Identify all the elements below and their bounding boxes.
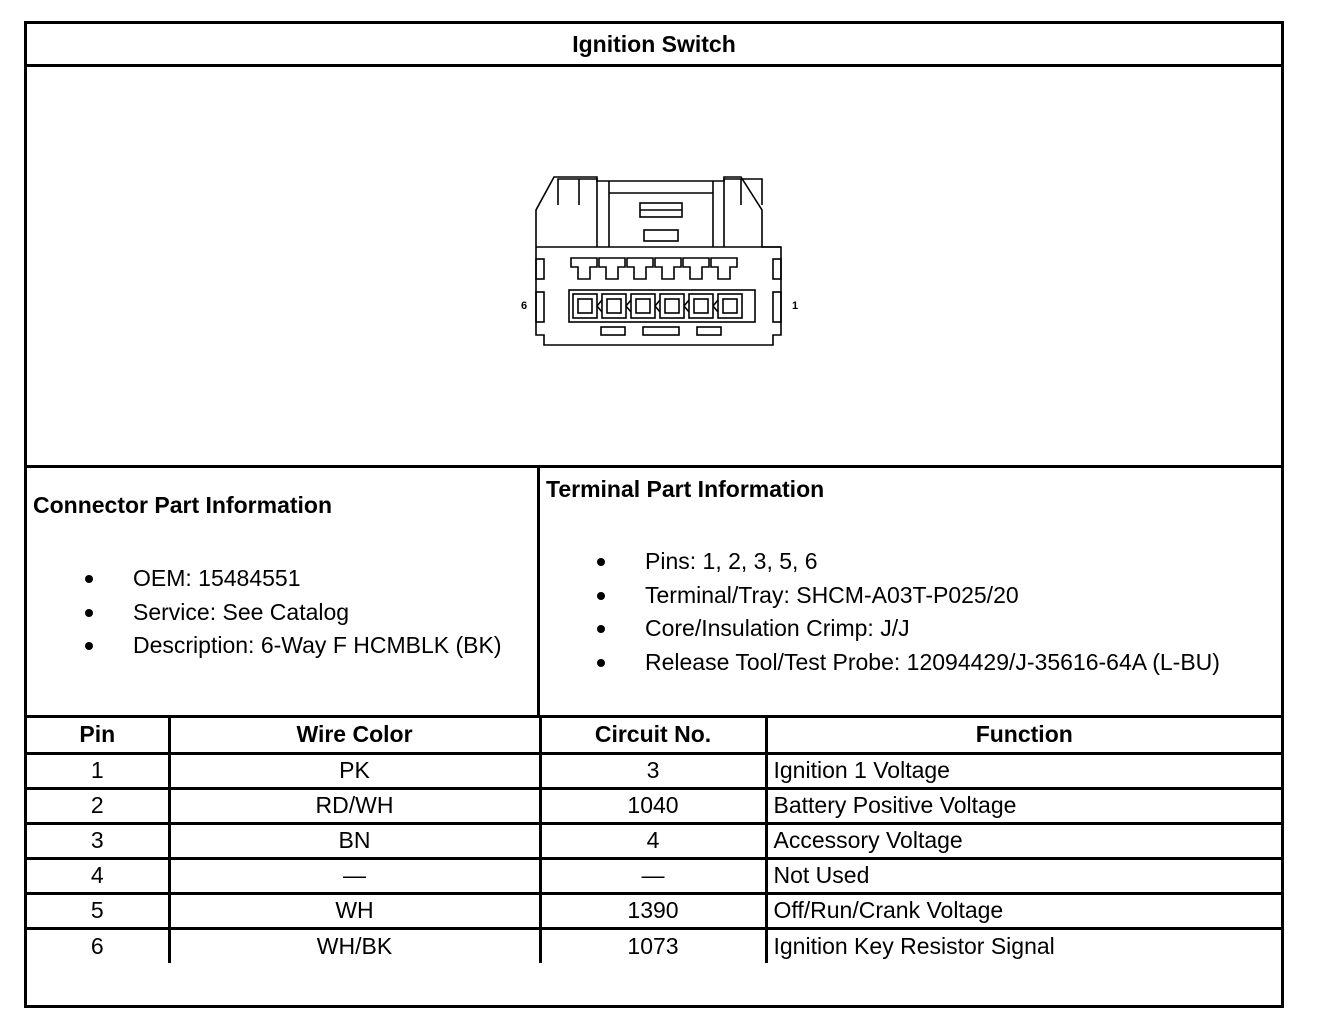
bullet-icon: [85, 642, 93, 650]
table-row: [27, 753, 1281, 788]
pin-label-left: 6: [521, 300, 528, 312]
function-cell: Battery Positive Voltage: [766, 788, 1281, 823]
page-title: Ignition Switch: [27, 24, 1281, 67]
wire-color-cell: PK: [169, 753, 540, 788]
circuit-no-cell: 4: [540, 823, 766, 858]
list-item: OEM: 15484551: [85, 562, 502, 596]
circuit-no-cell: 1073: [540, 928, 766, 963]
circuit-no-cell: 1390: [540, 893, 766, 928]
function-cell: Not Used: [766, 858, 1281, 893]
circuit-no-cell: —: [540, 858, 766, 893]
list-item: Core/Insulation Crimp: J/J: [597, 612, 1220, 646]
pin-cell: 4: [27, 858, 169, 893]
function-cell: Ignition Key Resistor Signal: [766, 928, 1281, 963]
function-cell: Off/Run/Crank Voltage: [766, 893, 1281, 928]
connector-info-heading: Connector Part Information: [33, 492, 333, 518]
bullet-icon: [597, 558, 605, 566]
column-header-circuit-no: Circuit No.: [540, 718, 766, 753]
connector-sheet: [24, 21, 1284, 1008]
table-row: [27, 893, 1281, 928]
wire-color-cell: WH: [169, 893, 540, 928]
bullet-icon: [85, 575, 93, 583]
list-item: Terminal/Tray: SHCM-A03T-P025/20: [597, 579, 1220, 613]
bullet-icon: [85, 609, 93, 617]
wire-color-cell: RD/WH: [169, 788, 540, 823]
list-item: Service: See Catalog: [85, 596, 502, 630]
pin-cell: 6: [27, 928, 169, 963]
table-row: [27, 823, 1281, 858]
connector-face-diagram: [27, 67, 1281, 465]
bullet-icon: [597, 625, 605, 633]
table-row: [27, 858, 1281, 893]
connector-part-info: [27, 468, 540, 718]
pin-label-right: 1: [792, 300, 799, 312]
circuit-no-cell: 3: [540, 753, 766, 788]
table-row: [27, 928, 1281, 963]
column-header-wire-color: Wire Color: [169, 718, 540, 753]
bullet-icon: [597, 592, 605, 600]
bullet-icon: [597, 659, 605, 667]
wire-color-cell: WH/BK: [169, 928, 540, 963]
pin-cell: 5: [27, 893, 169, 928]
table-header-row: [27, 718, 1281, 753]
column-header-function: Function: [766, 718, 1281, 753]
pin-cell: 2: [27, 788, 169, 823]
function-cell: Ignition 1 Voltage: [766, 753, 1281, 788]
list-item: Release Tool/Test Probe: 12094429/J-35616-64A (L-BU): [597, 646, 1220, 680]
terminal-info-list: [597, 545, 1220, 679]
wire-color-cell: —: [169, 858, 540, 893]
function-cell: Accessory Voltage: [766, 823, 1281, 858]
column-header-pin: Pin: [27, 718, 169, 753]
pin-cell: 1: [27, 753, 169, 788]
list-item: Pins: 1, 2, 3, 5, 6: [597, 545, 1220, 579]
connector-info-list: [85, 562, 502, 663]
connector-diagram-area: [27, 67, 1281, 468]
terminal-info-heading: Terminal Part Information: [546, 476, 825, 502]
table-row: [27, 788, 1281, 823]
pinout-table: [27, 718, 1281, 963]
circuit-no-cell: 1040: [540, 788, 766, 823]
list-item: Description: 6-Way F HCMBLK (BK): [85, 629, 502, 663]
wire-color-cell: BN: [169, 823, 540, 858]
pin-cell: 3: [27, 823, 169, 858]
terminal-part-info: [540, 468, 1281, 718]
